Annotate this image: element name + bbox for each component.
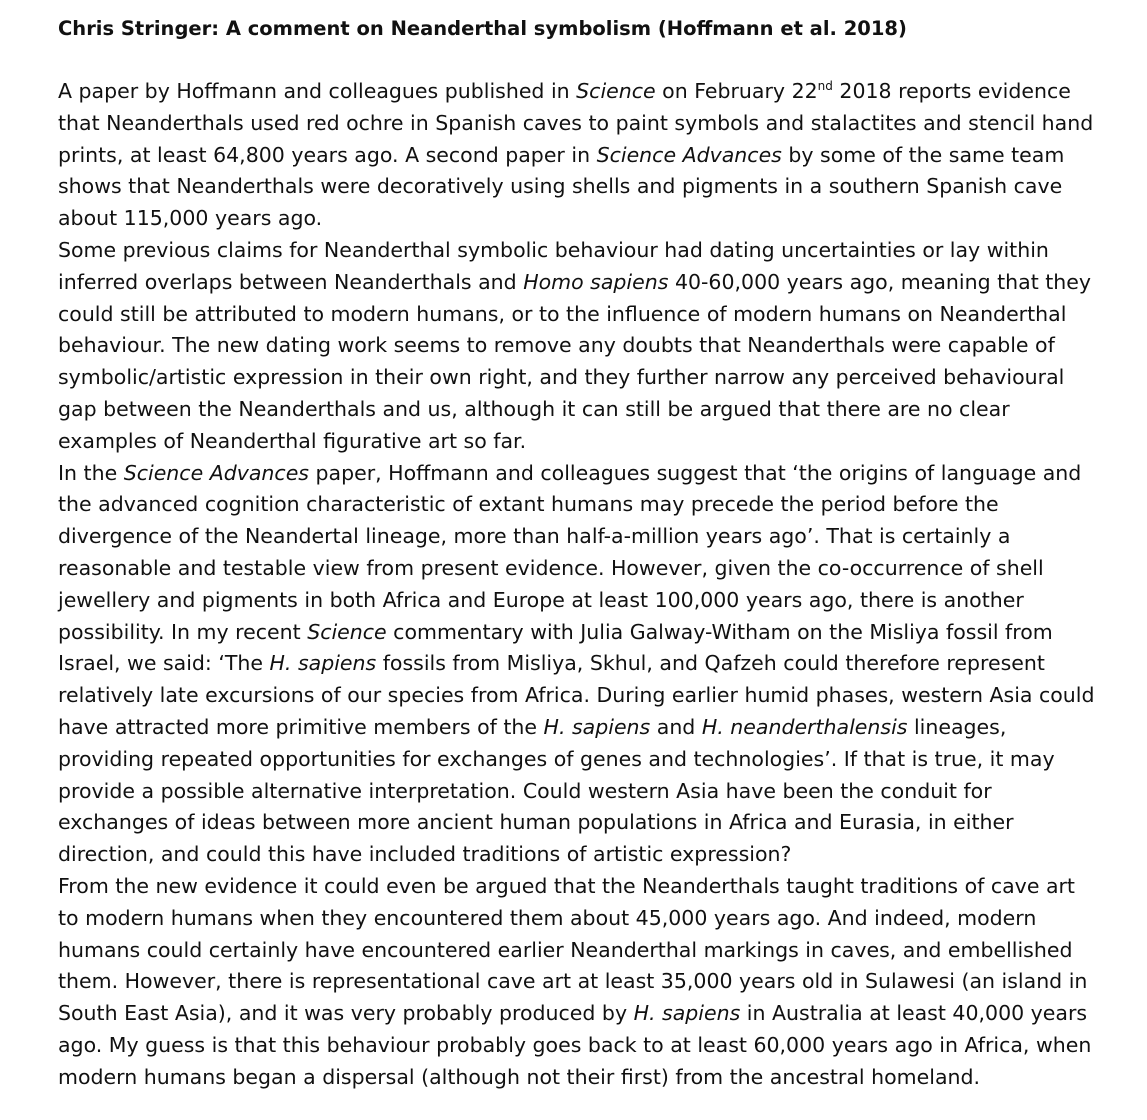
text-segment: Some previous claims for Neanderthal symbolic behaviour had dating uncertainties or lay within (58, 237, 1049, 262)
text-segment: provide a possible alternative interpretation. Could western Asia have been the conduit for (58, 778, 992, 803)
text-segment: the advanced cognition characteristic of extant humans may precede the period before the (58, 492, 999, 517)
paragraph (58, 76, 1133, 235)
text-segment: them. However, there is representational cave art at least 35,000 years old in Sulawesi (an island in (58, 969, 1088, 994)
text-segment: that Neanderthals used red ochre in Spanish caves to paint symbols and stalactites and stencil hand (58, 110, 1094, 135)
text-segment: 40-60,000 years ago, meaning that they (674, 269, 1092, 294)
text-segment: Israel, we said: ‘The (58, 651, 270, 676)
text-segment: humans could certainly have encountered earlier Neanderthal markings in caves, and embellished (58, 937, 1073, 962)
text-segment: in Australia at least 40,000 years (740, 1001, 1088, 1026)
text-segment: exchanges of ideas between more ancient human populations in Africa and Eurasia, in either (58, 810, 1014, 835)
text-line (58, 744, 1133, 776)
italic-text: Science Advances (596, 142, 782, 167)
text-line (58, 648, 1133, 680)
text-line (58, 235, 1133, 267)
superscript-text: nd (817, 79, 833, 94)
text-line (58, 871, 1133, 903)
text-segment: have attracted more primitive members of the (58, 714, 544, 739)
text-line (58, 585, 1133, 617)
text-line (58, 426, 1133, 458)
document-title: Chris Stringer: A comment on Neanderthal symbolism (Hoffmann et al. 2018) (58, 17, 907, 40)
text-segment: modern humans began a dispersal (although not their first) from the ancestral homeland. (58, 1064, 981, 1089)
text-segment: providing repeated opportunities for exchanges of genes and technologies’. If that is true, it may (58, 746, 1055, 771)
text-segment: by some of the same team (781, 142, 1065, 167)
text-line (58, 76, 1133, 108)
text-line (58, 998, 1133, 1030)
italic-text: Science Advances (123, 460, 309, 485)
paragraph (58, 458, 1133, 871)
text-segment: fossils from Misliya, Skhul, and Qafzeh could therefore represent (376, 651, 1045, 676)
text-line (58, 903, 1133, 935)
text-segment: to modern humans when they encountered them about 45,000 years ago. And indeed, modern (58, 905, 1037, 930)
text-segment: ago. My guess is that this behaviour probably goes back to at least 60,000 years ago in Africa, when (58, 1032, 1092, 1057)
text-segment: paper, Hoffmann and colleagues suggest that ‘the origins of language and (309, 460, 1082, 485)
text-segment: examples of Neanderthal figurative art so far. (58, 428, 527, 453)
text-segment: symbolic/artistic expression in their own right, and they further narrow any perceived behavioural (58, 365, 1065, 390)
text-segment: could still be attributed to modern humans, or to the influence of modern humans on Neanderthal (58, 301, 1067, 326)
text-line (58, 712, 1133, 744)
text-segment: inferred overlaps between Neanderthals and (58, 269, 524, 294)
text-segment: reasonable and testable view from present evidence. However, given the co-occurrence of shell (58, 555, 1044, 580)
text-line (58, 267, 1133, 299)
text-segment: shows that Neanderthals were decoratively using shells and pigments in a southern Spanish cave (58, 174, 1063, 199)
italic-text: Homo sapiens (523, 269, 675, 294)
paragraph (58, 235, 1133, 458)
text-segment: divergence of the Neandertal lineage, more than half-a-million years ago’. That is certainly a (58, 524, 1011, 549)
paragraph (58, 871, 1133, 1094)
text-line (58, 807, 1133, 839)
text-segment: direction, and could this have included traditions of artistic expression? (58, 842, 792, 867)
text-segment: South East Asia), and it was very probably produced by (58, 1001, 634, 1026)
text-segment: prints, at least 64,800 years ago. A second paper in (58, 142, 597, 167)
text-line (58, 521, 1133, 553)
text-segment: possibility. In my recent (58, 619, 308, 644)
text-segment: gap between the Neanderthals and us, although it can still be argued that there are no clear (58, 396, 1010, 421)
text-segment: From the new evidence it could even be argued that the Neanderthals taught traditions of cave art (58, 873, 1075, 898)
text-line (58, 1062, 1133, 1094)
text-line (58, 617, 1133, 649)
italic-text: H. neanderthalensis (701, 714, 908, 739)
text-segment: lineages, (907, 714, 1007, 739)
text-line (58, 330, 1133, 362)
text-segment: jewellery and pigments in both Africa and Europe at least 100,000 years ago, there is another (58, 587, 1024, 612)
italic-text: H. sapiens (633, 1001, 741, 1026)
text-line (58, 140, 1133, 172)
text-segment: 2018 reports evidence (832, 79, 1071, 103)
text-line (58, 1030, 1133, 1062)
text-line (58, 935, 1133, 967)
text-line (58, 362, 1133, 394)
text-line (58, 839, 1133, 871)
text-line (58, 394, 1133, 426)
text-line (58, 171, 1133, 203)
document (58, 14, 1133, 1094)
text-segment: relatively late excursions of our species from Africa. During earlier humid phases, western Asia could (58, 683, 1095, 708)
text-line (58, 108, 1133, 140)
text-segment: on February 22 (662, 79, 818, 103)
text-line (58, 489, 1133, 521)
text-line (58, 966, 1133, 998)
text-line (58, 680, 1133, 712)
italic-text: H. sapiens (269, 651, 377, 676)
text-line (58, 458, 1133, 490)
italic-text: H. sapiens (543, 714, 651, 739)
text-segment: about 115,000 years ago. (58, 206, 323, 231)
text-line (58, 299, 1133, 331)
text-segment: behaviour. The new dating work seems to remove any doubts that Neanderthals were capable of (58, 333, 1055, 358)
text-line (58, 776, 1133, 808)
text-segment: A paper by Hoffmann and colleagues published in (58, 79, 577, 103)
italic-text: Science (307, 619, 387, 644)
italic-text: Science (576, 79, 663, 103)
text-segment: commentary with Julia Galway-Witham on the Misliya fossil from (386, 619, 1053, 644)
text-segment: In the (58, 460, 124, 485)
text-segment: and (650, 714, 702, 739)
text-line (58, 203, 1133, 235)
text-line (58, 553, 1133, 585)
document-body (58, 76, 1133, 1094)
